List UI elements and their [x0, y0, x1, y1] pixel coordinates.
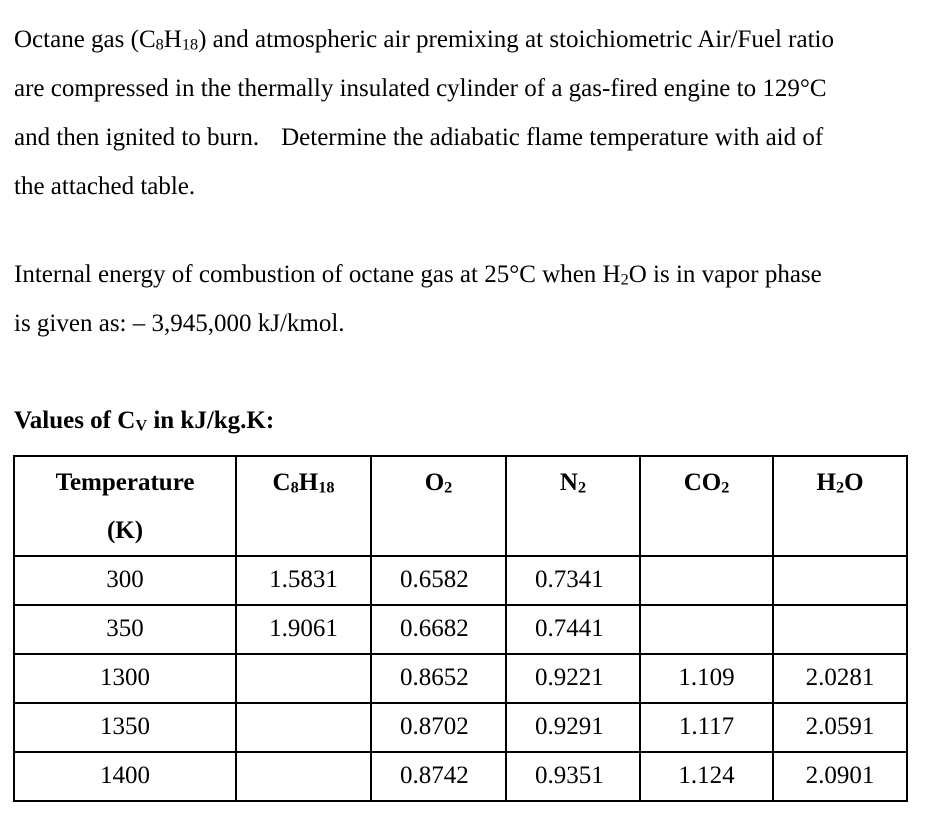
subscript: 18: [181, 35, 199, 54]
subscript: 2: [620, 270, 629, 289]
table-row: [14, 605, 907, 654]
cv-table-heading: [14, 396, 274, 445]
cell-o2: 0.6682: [371, 605, 506, 654]
text-fragment: ) and atmospheric air premixing at stoichiometric Air/Fuel ratio: [198, 26, 834, 53]
table-row: [14, 703, 907, 752]
cell-h2o: 2.0901: [773, 752, 907, 801]
cell-co2: [640, 556, 773, 605]
energy-line-1: [14, 250, 919, 299]
cell-temperature: 300: [14, 556, 236, 605]
cell-n2: 0.9221: [506, 654, 640, 703]
problem-statement: [14, 15, 919, 211]
cell-temperature: 1300: [14, 654, 236, 703]
cell-co2: 1.117: [640, 703, 773, 752]
cell-temperature: 1350: [14, 703, 236, 752]
cv-table: [13, 455, 908, 802]
header-label: Temperature: [55, 469, 195, 496]
table-row: [14, 654, 907, 703]
text-fragment: Determine the adiabatic flame temperature with aid of: [281, 124, 824, 151]
header-co2: $CO_2$: [640, 456, 773, 556]
subscript: V: [135, 416, 148, 435]
cell-n2: 0.9351: [506, 752, 640, 801]
text-fragment: and then ignited to burn.: [14, 124, 260, 151]
cell-co2: 1.109: [640, 654, 773, 703]
cell-c8h18: 1.5831: [236, 556, 371, 605]
problem-line-2: are compressed in the thermally insulated cylinder of a gas-fired engine to 129°C: [14, 75, 827, 102]
text-fragment: Values of C: [14, 407, 136, 434]
text-fragment: Internal energy of combustion of octane gas at 25°C when H: [14, 261, 621, 288]
header-h2o: $H_2O$: [773, 456, 907, 556]
header-unit: (K): [106, 517, 144, 544]
cell-o2: 0.8742: [371, 752, 506, 801]
cell-n2: 0.7341: [506, 556, 640, 605]
text-fragment: in kJ/kg.K:: [147, 407, 275, 434]
combustion-energy-statement: [14, 250, 919, 348]
header-o2: $O_2$: [371, 456, 506, 556]
cell-c8h18: [236, 654, 371, 703]
subscript: 8: [155, 35, 164, 54]
text-fragment: H: [163, 26, 182, 53]
table-row: [14, 752, 907, 801]
problem-line-4: the attached table.: [14, 173, 196, 200]
cell-co2: [640, 605, 773, 654]
cell-c8h18: [236, 752, 371, 801]
problem-line-1: [14, 15, 919, 64]
cell-n2: 0.7441: [506, 605, 640, 654]
header-c8h18: $C_8H_{18}$: [236, 456, 371, 556]
cell-o2: 0.8702: [371, 703, 506, 752]
cell-n2: 0.9291: [506, 703, 640, 752]
table-header-row: [14, 456, 907, 556]
cell-h2o: 2.0591: [773, 703, 907, 752]
header-temperature: [14, 456, 236, 556]
table-row: [14, 556, 907, 605]
cell-h2o: [773, 556, 907, 605]
cell-temperature: 1400: [14, 752, 236, 801]
text-fragment: Octane gas (C: [14, 26, 156, 53]
cell-h2o: [773, 605, 907, 654]
cell-c8h18: [236, 703, 371, 752]
cell-c8h18: 1.9061: [236, 605, 371, 654]
cell-o2: 0.6582: [371, 556, 506, 605]
cell-o2: 0.8652: [371, 654, 506, 703]
text-fragment: O is in vapor phase: [628, 261, 822, 288]
cell-co2: 1.124: [640, 752, 773, 801]
header-n2: $N_2$: [506, 456, 640, 556]
problem-line-3: [14, 113, 919, 162]
cell-h2o: 2.0281: [773, 654, 907, 703]
energy-line-2: is given as: – 3,945,000 kJ/kmol.: [14, 310, 345, 337]
cell-temperature: 350: [14, 605, 236, 654]
